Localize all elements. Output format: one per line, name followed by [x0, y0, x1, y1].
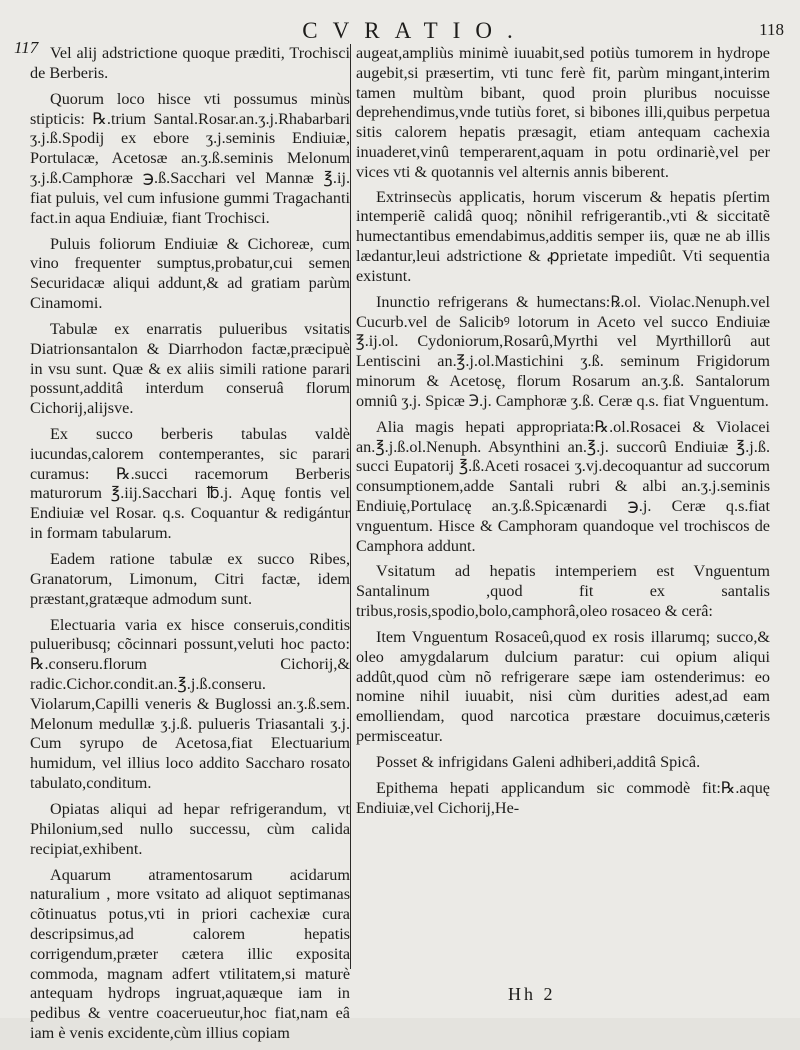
- paragraph: Alia magis hepati appropriata:℞.ol.Rosacei & Violacei an.℥.j.ß.ol.Nenuph. Absynthini an.℥.j. succorû Endiuiæ ℥.j.ß. succi Eupatorij ℥.ß.Aceti rosacei ʒ.vj.decoquantur ad succorum consumptionem,adde Santali rubri & albi an.ʒ.j.seminis Endiuię,Portulacę an.ʒ.ß.Spicænardi ℈.j. Ceræ q.s.fiat vnguentum. Hisce & Camphoram quandoque vel trochiscos de Camphora addunt.: [356, 417, 770, 555]
- paragraph: Tabulæ ex enarratis pulueribus vsitatis Diatrionsantalon & Diarrhodon factæ,præcipuè in vsu sunt. Quæ & ex aliis simili ratione parari possunt,additâ interdum conseruâ florum Cichorij,alijsve.: [30, 319, 350, 418]
- left-column: [30, 44, 350, 1050]
- running-title: CVRATIO.: [302, 18, 528, 43]
- paragraph: Ex succo berberis tabulas valdè iucundas,calorem contemperantes, sic parari curamus: ℞.succi racemorum Berberis maturorum ℥.iij.Sacchari ℔.j. Aquę fontis vel Endiuiæ vel Rosar. q.s. Coquantur & redigántur in formam tabularum.: [30, 425, 350, 543]
- column-divider: [350, 44, 351, 969]
- paragraph: Opiatas aliqui ad hepar refrigerandum, vt Philonium,sed nullo successu, cùm calida recipiat,exhibent.: [30, 800, 350, 858]
- paragraph: Vsitatum ad hepatis intemperiem est Vnguentum Santalinum ,quod fit ex santalis tribus,rosis,spodio,bolo,camphorâ,oleo rosaceo & cerâ:: [356, 562, 770, 621]
- paragraph: Inunctio refrigerans & humectans:℞.ol. Violac.Nenuph.vel Cucurb.vel de Salicibꝰ lotorum in Aceto vel succo Endiuiæ ℥.ij.ol. Cydoniorum,Rosarû,Myrthi vel Myrthillorû aut Lentiscini an.℥.j.ol.Mastichini ʒ.ß. seminum Frigidorum minorum & Acetosę, florum Rosarum an.ʒ.ß. Santalorum omniû ʒ.j. Spicæ ℈.j. Camphoræ ʒ.ß. Ceræ q.s. fiat Vnguentum.: [356, 292, 770, 410]
- paragraph: Item Vnguentum Rosaceû,quod ex rosis illarumq; succo,& oleo amygdalarum dulcium paratur: cui opium aliqui addût,quod cùm nõ refrigerare sæpe iam ostenderimus: eo nomine nihil iuuabit, nisi cùm durities adest,ad eam emolliendam, quod narcotica præstare docuimus,cæteris permisceatur.: [356, 628, 770, 746]
- right-column: [356, 44, 770, 825]
- paragraph: Electuaria varia ex hisce conseruis,conditis pulueribusq; cõcinnari possunt,veluti hoc pacto: ℞.conseru.florum Cichorij,& radic.Cichor.condit.an.℥.j.ß.conseru. Violarum,Capilli veneris & Buglossi an.ʒ.ß.sem. Melonum medullæ ʒ.j.ß. pulueris Triasantali ʒ.j. Cum syrupo de Acetosa,fiat Electuarium humidum, vel illius loco addito Saccharo rosato tabulato,conditum.: [30, 615, 350, 793]
- paragraph: augeat,ampliùs minimè iuuabit,sed potiùs tumorem in hydrope augebit,si præsertim, vti tunc ferè fit, parùm mingant,interim tamen multùm bibant, quod proin pluribus nocuisse deprehendimus,vnde tutiùs foret, si bibones illi,quibus perpetua sitis calorem hepatis præsagit, etiam antequam cachexia inuaderet,vinû temperarent,aquam in potu ordinariè,vel per vices vti & quotannis vel alternis annis biberent.: [356, 44, 770, 181]
- paragraph: Posset & infrigidans Galeni adhiberi,additâ Spicâ.: [376, 753, 701, 772]
- page-number-left: 117: [14, 38, 39, 57]
- paragraph: Extrinsecùs applicatis, horum viscerum & hepatis pſertim intemperiẽ calidâ quoq; nõnihil refrigerantib.,vti & siccitatẽ humectantibus emendabimus,additis semper iis, quæ ne ab illis lædantur,leui adstrictione & ꝓprietate impediût. Vti sequentia existunt.: [356, 187, 770, 285]
- paragraph: Quorum loco hisce vti possumus minùs stipticis: ℞.trium Santal.Rosar.an.ʒ.j.Rhabarbari ʒ.j.ß.Spodij ex ebore ʒ.j.seminis Endiuiæ, Portulacæ, Acetosæ an.ʒ.ß.seminis Melonum ʒ.j.ß.Camphoræ ℈.ß.Sacchari vel Mannæ ℥.ij. fiat puluis, vel cum infusione gummi Tragachanti fact.in aqua Endiuiæ, fiant Trochisci.: [30, 89, 350, 227]
- paragraph: Aquarum atramentosarum acidarum naturalium , more vsitato ad aliquot septimanas cõtinuatus potus,vti in priori cachexiæ cura descripsimus,ad calorem hepatis corrigendum,præter cætera illic exposita commoda, magnam adfert vtilitatem,si maturè antequam hydrops ingruat,aquæque iam in pedibus & ventre coacerueutur,hoc fiat,nam eâ iam è venis excidente,cùm illius copiam: [30, 865, 350, 1042]
- paragraph: Eadem ratione tabulæ ex succo Ribes, Granatorum, Limonum, Citri factæ, idem præstant,gratæque admodum sunt.: [30, 550, 350, 608]
- paragraph: Puluis foliorum Endiuiæ & Cichoreæ, cum vino frequenter sumptus,probatur,cui semen Securidacæ aliqui addunt,& ad gratiam parùm Cinamomi.: [30, 234, 350, 312]
- page-number-right: 118: [759, 20, 784, 39]
- paragraph: Epithema hepati applicandum sic commodè fit:℞.aquę Endiuiæ,vel Cichorij,He-: [356, 779, 770, 817]
- signature-mark: Hh 2: [508, 984, 556, 1004]
- paragraph: Vel alij adstrictione quoque præditi, Trochisci de Berberis.: [30, 44, 350, 82]
